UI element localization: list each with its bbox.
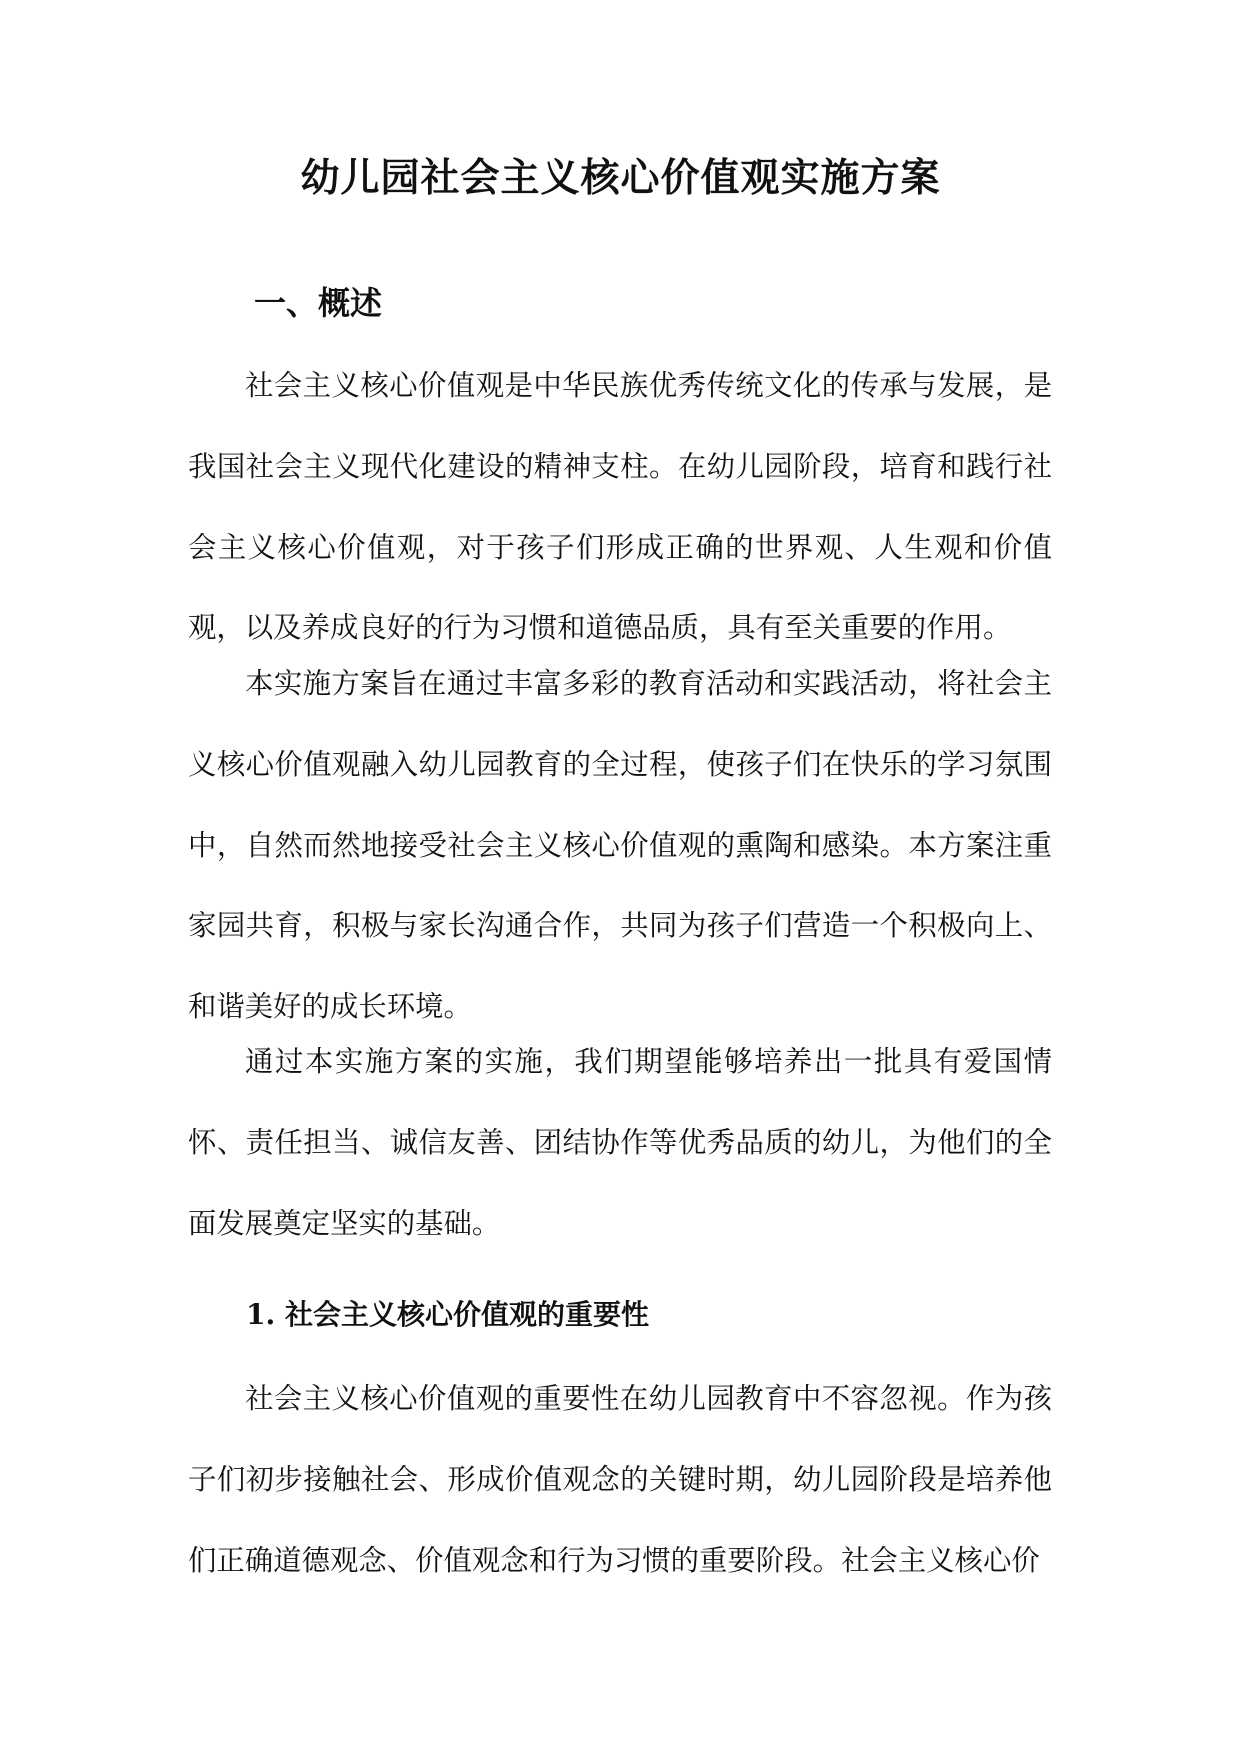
section-heading-overview: 一、概述 [254,284,383,322]
document-title: 幼儿园社会主义核心价值观实施方案 [300,155,941,201]
overview-paragraph-1: 社会主义核心价值观是中华民族优秀传统文化的传承与发展，是我国社会主义现代化建设的精神支柱。在幼儿园阶段，培育和践行社会主义核心价值观，对于孩子们形成正确的世界观、人生观和价值观，以及养成良好的行为习惯和道德品质，具有至关重要的作用。 [188,369,1052,645]
importance-paragraph: 社会主义核心价值观的重要性在幼儿园教育中不容忽视。作为孩子们初步接触社会、形成价值观念的关键时期，幼儿园阶段是培养他们正确道德观念、价值观念和行为习惯的重要阶段。社会主义核心价 [188,1382,1052,1577]
subsection-heading-importance: 1. 社会主义核心价值观的重要性 [246,1298,649,1331]
overview-paragraph-2: 本实施方案旨在通过丰富多彩的教育活动和实践活动，将社会主义核心价值观融入幼儿园教育的全过程，使孩子们在快乐的学习氛围中，自然而然地接受社会主义核心价值观的熏陶和感染。本方案注重家园共育，积极与家长沟通合作，共同为孩子们营造一个积极向上、和谐美好的成长环境。 [188,667,1052,1024]
overview-paragraph-3: 通过本实施方案的实施，我们期望能够培养出一批具有爱国情怀、责任担当、诚信友善、团结协作等优秀品质的幼儿，为他们的全面发展奠定坚实的基础。 [188,1045,1052,1240]
